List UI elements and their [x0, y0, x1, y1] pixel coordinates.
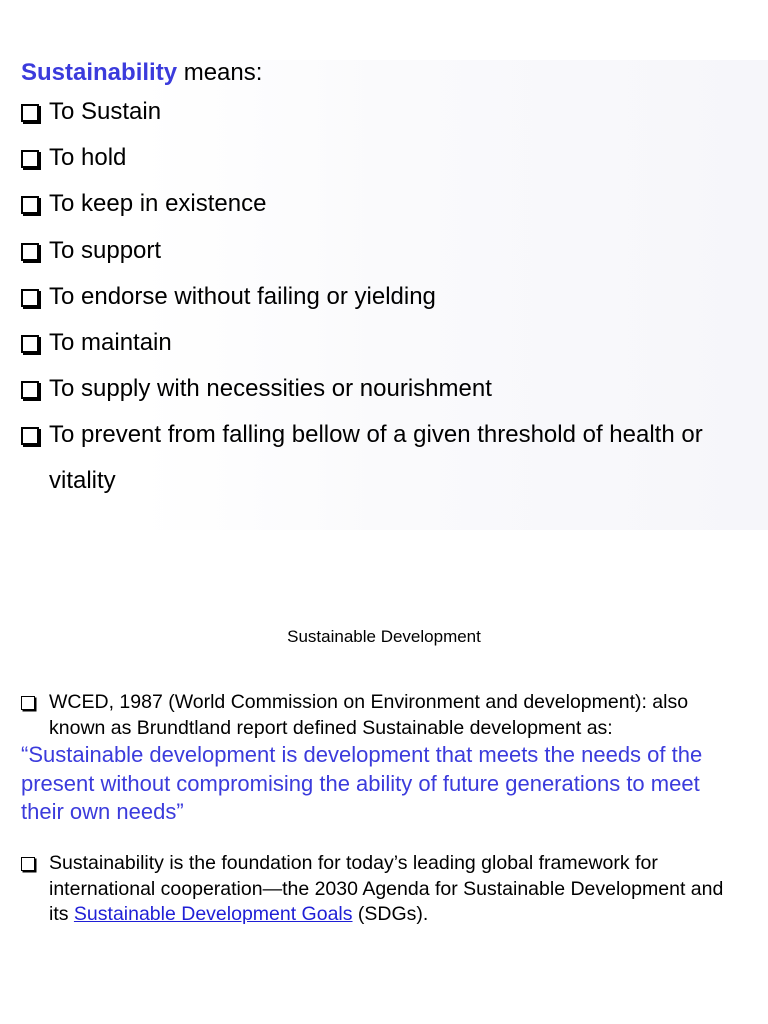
checkbox-square-icon — [21, 243, 39, 261]
list-item-text: To keep in existence — [49, 190, 267, 218]
heading-rest: means: — [177, 59, 263, 86]
sdg-link[interactable]: Sustainable Development Goals — [73, 903, 353, 925]
list-item-text: To Sustain — [49, 98, 162, 125]
checkbox-square-icon — [21, 289, 39, 307]
list-item-text: To maintain — [49, 328, 172, 356]
wced-bullet — [21, 690, 729, 741]
foundation-bullet — [21, 851, 729, 928]
list-item — [21, 95, 739, 141]
page-title — [21, 58, 262, 88]
foundation-text-before: Sustainability is the foundation for today’s leading global framework for international cooperation—the 2030 Agenda for Sustainable Development and its — [49, 852, 724, 925]
foundation-text-after: (SDGs). — [352, 903, 429, 925]
list-item-text: To endorse without failing or yielding — [49, 282, 436, 310]
list-item-text: To prevent from falling bellow of a given threshold of health or vitality — [49, 421, 703, 495]
checkbox-square-icon — [21, 696, 35, 710]
checkbox-square-icon — [21, 381, 39, 399]
checkbox-square-icon — [21, 104, 39, 122]
heading-term: Sustainability — [21, 59, 178, 86]
section-title: Sustainable Development — [287, 627, 481, 646]
list-item-text: To supply with necessities or nourishment — [49, 375, 492, 403]
list-item — [21, 280, 739, 326]
list-item — [21, 234, 739, 280]
checkbox-square-icon — [21, 335, 39, 353]
list-item — [21, 326, 739, 372]
meanings-list — [21, 95, 739, 504]
checkbox-square-icon — [21, 427, 39, 445]
list-item — [21, 187, 739, 233]
brundtland-quote: “Sustainable development is development that meets the needs of the present without compromising the ability of future generations to meet their own needs” — [21, 742, 703, 824]
list-item — [21, 418, 739, 504]
checkbox-square-icon — [21, 857, 35, 871]
checkbox-square-icon — [21, 196, 39, 214]
wced-text: WCED, 1987 (World Commission on Environment and development): also known as Brundtland report defined Sustainable development as: — [49, 691, 689, 739]
list-item — [21, 141, 739, 187]
list-item-text: To hold — [49, 144, 127, 172]
checkbox-square-icon — [21, 150, 39, 168]
list-item-text: To support — [49, 236, 162, 264]
foundation-text — [49, 851, 729, 928]
